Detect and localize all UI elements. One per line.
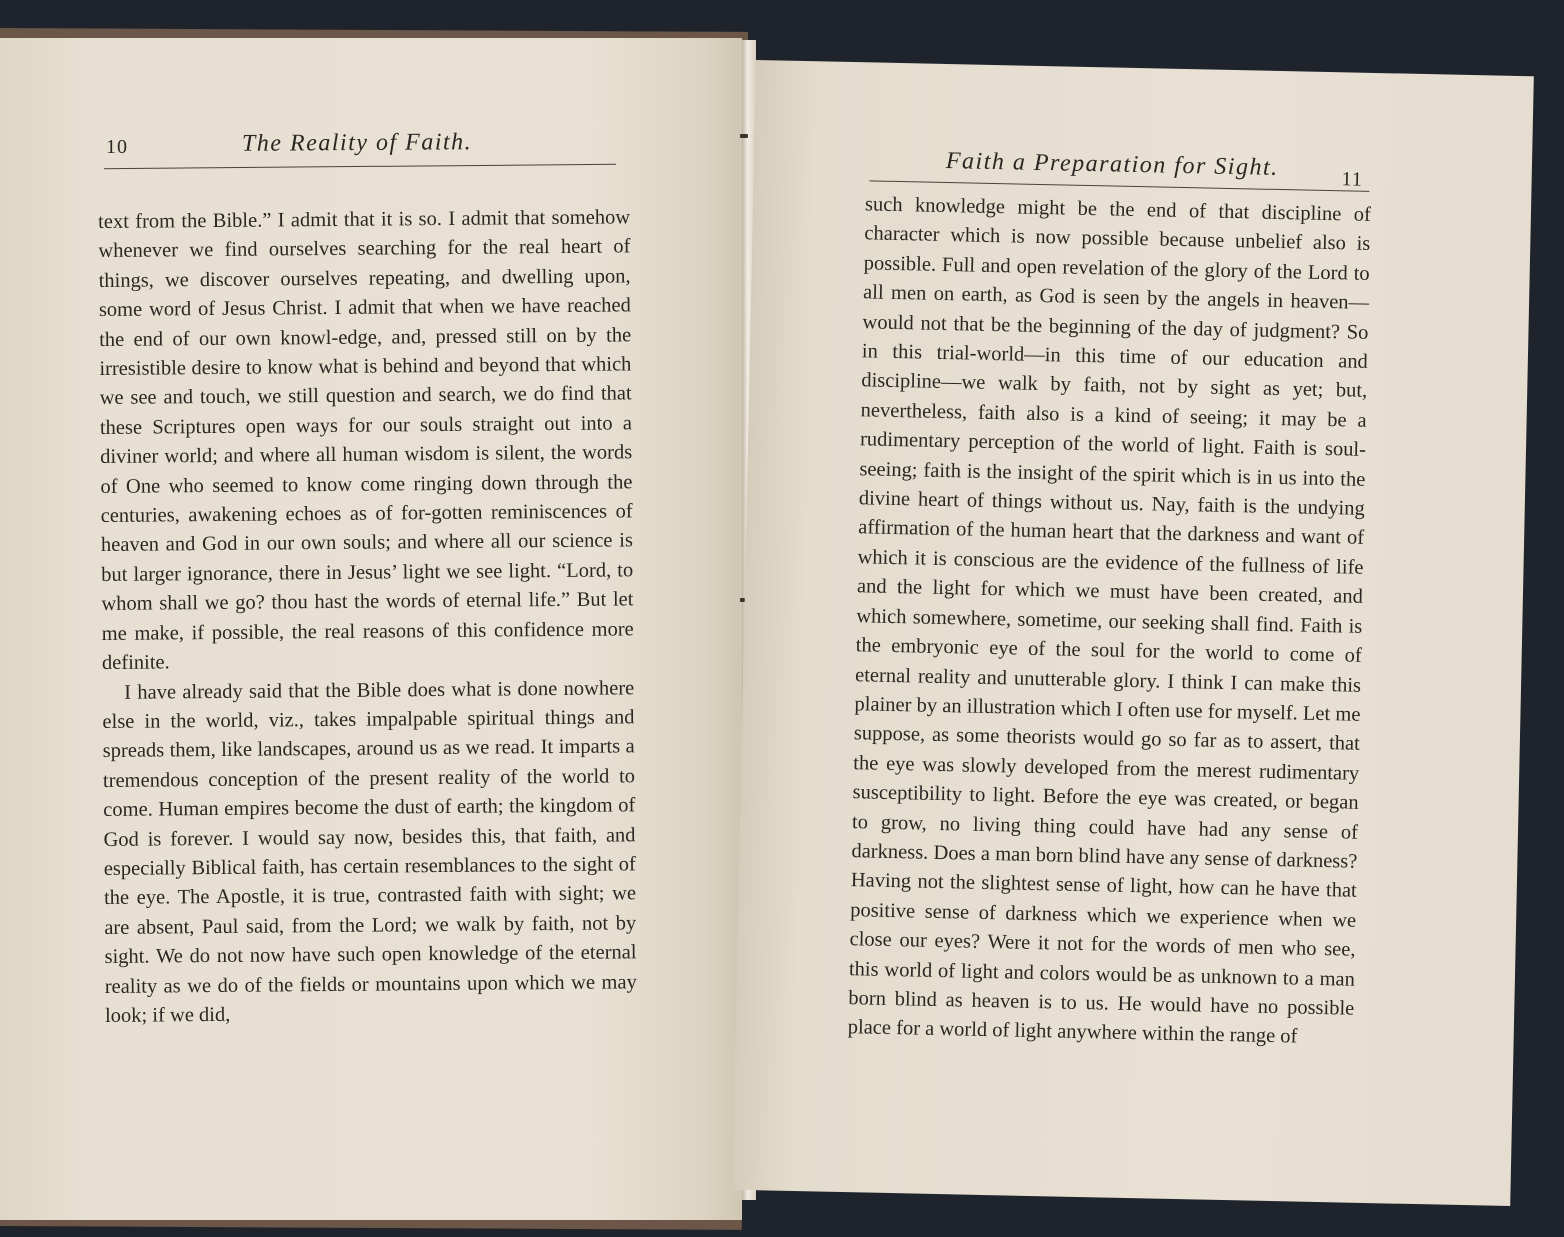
- binding-stitch: [740, 134, 748, 138]
- left-paragraph-2: I have already said that the Bible does what is done nowhere else in the world, viz., takes impalpable spiritual things and spreads them, like landscapes, around us as we read. It imparts a tremendous conception of the present reality of the world to come. Human empires become the dust of earth; the kingdom of God is forever. I would say now, besides this, that faith, and especially Biblical faith, has certain resemblances to the sight of the eye. The Apostle, it is true, contrasted faith with sight; we are absent, Paul said, from the Lord; we walk by faith, not by sight. We do not now have such open knowledge of the eternal reality as we do of the fields or mountains upon which we may look; if we did,: [102, 676, 637, 1027]
- right-page: [732, 60, 1533, 1206]
- right-page-number: 11: [1341, 168, 1364, 191]
- left-page-number: 10: [106, 136, 128, 158]
- right-paragraph-1: such knowledge might be the end of that discipline of character which is now possible because unbelief also is possible. Full and open revelation of the glory of the Lord to all men on earth, as God is seen by the angels in heaven—would not that be the beginning of the day of judgment? So in this trial-world—in this time of our education and discipline—we walk by faith, not by sight as yet; but, nevertheless, faith also is a kind of seeing; it may be a rudimentary perception of the world of light. Faith is soul-seeing; faith is the insight of the spirit which is in us into the divine heart of things without us. Nay, faith is the undying affirmation of the human heart that the darkness and want of which it is conscious are the evidence of the fullness of life and the light for which we must have been created, and which somewhere, sometime, our seeking shall find. Faith is the embryonic eye of the soul for the world to come of eternal reality and unutterable glory. I think I can make this plainer by an illustration which I often use for myself. Let me suppose, as some theorists would go so far as to assert, that the eye was slowly developed from the merest rudimentary susceptibility to light. Before the eye was created, or began to grow, no living thing could have had any sense of darkness. Does a man born blind have any sense of darkness? Having not the slightest sense of light, how can he have that positive sense of darkness which we experience when we close our eyes? Were it not for the words of men who see, this world of light and colors would be as unknown to a man born blind as heaven is to us. He would have no possible place for a world of light anywhere within the range of: [847, 193, 1372, 1048]
- left-paragraph-1: text from the Bible.” I admit that it is so. I admit that somehow whenever we find ourselves searching for the real heart of things, we discover ourselves repeating, and dwelling upon, some word of Jesus Christ. I admit that when we have reached the end of our own knowl-edge, and, pressed still on by the irresistible desire to know what is behind and beyond that which we see and touch, we still question and search, we do find that these Scriptures open ways for our souls straight out into a diviner world; and where all human wisdom is silent, the words of One who seemed to know come ringing down through the centuries, awakening echoes as of for-gotten reminiscences of heaven and God in our own souls; and where all our science is but larger ignorance, there in Jesus’ light we see light. “Lord, to whom shall we go? thou hast the words of eternal life.” But let me make, if possible, the real reasons of this confidence more definite.: [98, 206, 634, 675]
- right-head-rule: [869, 180, 1369, 191]
- right-running-head: Faith a Preparation for Sight.: [945, 148, 1279, 181]
- right-text-block: [847, 190, 1371, 1053]
- left-page: [0, 38, 742, 1220]
- left-running-head: The Reality of Faith.: [241, 129, 473, 157]
- left-text-block: [98, 203, 637, 1031]
- left-head-rule: [104, 164, 616, 169]
